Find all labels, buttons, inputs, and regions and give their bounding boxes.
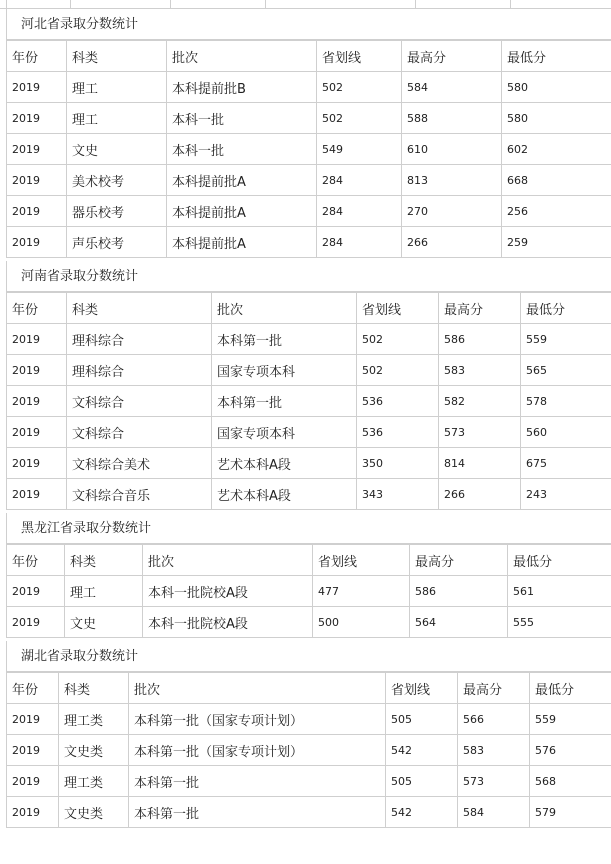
table-cell: 2019 <box>7 704 59 735</box>
table-row <box>7 607 611 638</box>
table-cell: 本科提前批B <box>167 72 317 103</box>
table-cell: 573 <box>439 417 521 448</box>
table-cell: 477 <box>313 576 410 607</box>
column-header: 年份 <box>7 545 65 576</box>
table-cell: 580 <box>502 103 611 134</box>
table-header-row <box>7 673 611 704</box>
table-cell: 502 <box>357 324 439 355</box>
table-row <box>7 386 611 417</box>
table-cell: 艺术本科A段 <box>212 448 357 479</box>
column-header: 省划线 <box>317 41 402 72</box>
table-row <box>7 735 611 766</box>
section-title: 河北省录取分数统计 <box>6 9 611 40</box>
table-cell: 2019 <box>7 355 67 386</box>
table-cell: 582 <box>439 386 521 417</box>
section-title: 河南省录取分数统计 <box>6 261 611 292</box>
table-cell: 602 <box>502 134 611 165</box>
column-header: 科类 <box>65 545 143 576</box>
table-cell: 本科一批 <box>167 103 317 134</box>
table-cell: 文科综合 <box>67 386 212 417</box>
table-cell: 文科综合音乐 <box>67 479 212 510</box>
table-row <box>7 165 611 196</box>
table-cell: 本科一批院校A段 <box>143 576 313 607</box>
table-cell: 565 <box>521 355 611 386</box>
table-cell: 2019 <box>7 386 67 417</box>
table-row <box>7 766 611 797</box>
table-row <box>7 72 611 103</box>
section-2 <box>6 261 611 510</box>
table-cell: 2019 <box>7 479 67 510</box>
column-header: 省划线 <box>313 545 410 576</box>
table-cell: 586 <box>439 324 521 355</box>
table-cell: 2019 <box>7 134 67 165</box>
table-cell: 理科综合 <box>67 355 212 386</box>
table-cell: 2019 <box>7 72 67 103</box>
table-cell: 本科第一批（国家专项计划） <box>129 704 386 735</box>
table-cell: 580 <box>502 72 611 103</box>
table-cell: 2019 <box>7 417 67 448</box>
table-header-row <box>7 293 611 324</box>
table-cell: 675 <box>521 448 611 479</box>
column-header: 科类 <box>67 293 212 324</box>
table-row <box>7 227 611 258</box>
column-header: 年份 <box>7 673 59 704</box>
table-cell: 560 <box>521 417 611 448</box>
table-cell: 610 <box>402 134 502 165</box>
section-title: 湖北省录取分数统计 <box>6 641 611 672</box>
table-row <box>7 103 611 134</box>
score-table <box>6 292 611 510</box>
table-cell: 584 <box>402 72 502 103</box>
table-cell: 理工 <box>67 72 167 103</box>
table-cell: 536 <box>357 417 439 448</box>
table-cell: 502 <box>317 72 402 103</box>
table-cell: 2019 <box>7 797 59 828</box>
table-cell: 理工 <box>67 103 167 134</box>
column-header: 批次 <box>212 293 357 324</box>
table-cell: 2019 <box>7 227 67 258</box>
section-1 <box>6 9 611 258</box>
score-sections <box>0 9 611 828</box>
column-header: 最高分 <box>410 545 508 576</box>
table-cell: 理工类 <box>59 704 129 735</box>
table-cell: 549 <box>317 134 402 165</box>
table-cell: 国家专项本科 <box>212 417 357 448</box>
table-cell: 器乐校考 <box>67 196 167 227</box>
column-header: 批次 <box>129 673 386 704</box>
table-cell: 568 <box>530 766 611 797</box>
section-3 <box>6 513 611 638</box>
table-cell: 2019 <box>7 324 67 355</box>
table-cell: 2019 <box>7 735 59 766</box>
table-cell: 声乐校考 <box>67 227 167 258</box>
table-cell: 583 <box>439 355 521 386</box>
table-cell: 505 <box>386 766 458 797</box>
column-header: 最低分 <box>530 673 611 704</box>
table-cell: 本科提前批A <box>167 227 317 258</box>
score-table <box>6 40 611 258</box>
table-cell: 本科第一批 <box>129 797 386 828</box>
table-cell: 256 <box>502 196 611 227</box>
table-cell: 2019 <box>7 103 67 134</box>
table-cell: 理工类 <box>59 766 129 797</box>
table-cell: 理科综合 <box>67 324 212 355</box>
table-cell: 2019 <box>7 448 67 479</box>
table-row <box>7 324 611 355</box>
table-cell: 586 <box>410 576 508 607</box>
table-cell: 579 <box>530 797 611 828</box>
table-cell: 564 <box>410 607 508 638</box>
table-cell: 国家专项本科 <box>212 355 357 386</box>
table-row <box>7 417 611 448</box>
table-row <box>7 479 611 510</box>
table-cell: 814 <box>439 448 521 479</box>
column-header: 最低分 <box>521 293 611 324</box>
table-cell: 284 <box>317 165 402 196</box>
table-cell: 343 <box>357 479 439 510</box>
table-header-row <box>7 545 611 576</box>
section-4 <box>6 641 611 828</box>
table-row <box>7 134 611 165</box>
table-cell: 2019 <box>7 165 67 196</box>
table-row <box>7 797 611 828</box>
table-cell: 艺术本科A段 <box>212 479 357 510</box>
table-cell: 559 <box>521 324 611 355</box>
table-cell: 284 <box>317 227 402 258</box>
column-header: 最低分 <box>502 41 611 72</box>
table-header-row <box>7 41 611 72</box>
column-header: 批次 <box>143 545 313 576</box>
table-cell: 502 <box>357 355 439 386</box>
table-cell: 本科第一批 <box>212 324 357 355</box>
table-cell: 505 <box>386 704 458 735</box>
table-row <box>7 704 611 735</box>
column-header: 最低分 <box>508 545 611 576</box>
table-cell: 583 <box>458 735 530 766</box>
table-row <box>7 196 611 227</box>
table-cell: 270 <box>402 196 502 227</box>
column-header: 最高分 <box>402 41 502 72</box>
table-cell: 2019 <box>7 766 59 797</box>
table-cell: 美术校考 <box>67 165 167 196</box>
table-cell: 588 <box>402 103 502 134</box>
table-cell: 266 <box>439 479 521 510</box>
score-table <box>6 672 611 828</box>
table-cell: 文史类 <box>59 797 129 828</box>
column-header: 批次 <box>167 41 317 72</box>
table-row <box>7 448 611 479</box>
table-cell: 266 <box>402 227 502 258</box>
column-header: 年份 <box>7 293 67 324</box>
table-cell: 555 <box>508 607 611 638</box>
table-cell: 668 <box>502 165 611 196</box>
table-cell: 259 <box>502 227 611 258</box>
table-cell: 576 <box>530 735 611 766</box>
table-cell: 文史 <box>67 134 167 165</box>
table-row <box>7 355 611 386</box>
column-header: 省划线 <box>386 673 458 704</box>
table-cell: 813 <box>402 165 502 196</box>
table-cell: 2019 <box>7 196 67 227</box>
table-cell: 2019 <box>7 607 65 638</box>
table-cell: 文史类 <box>59 735 129 766</box>
table-cell: 584 <box>458 797 530 828</box>
table-cell: 文科综合美术 <box>67 448 212 479</box>
table-cell: 578 <box>521 386 611 417</box>
table-cell: 本科提前批A <box>167 196 317 227</box>
table-cell: 本科第一批 <box>129 766 386 797</box>
table-cell: 561 <box>508 576 611 607</box>
column-header: 科类 <box>59 673 129 704</box>
top-strip <box>0 0 611 9</box>
table-cell: 本科一批 <box>167 134 317 165</box>
column-header: 最高分 <box>458 673 530 704</box>
table-cell: 243 <box>521 479 611 510</box>
table-cell: 536 <box>357 386 439 417</box>
score-table <box>6 544 611 638</box>
table-cell: 本科第一批（国家专项计划） <box>129 735 386 766</box>
table-cell: 350 <box>357 448 439 479</box>
table-cell: 500 <box>313 607 410 638</box>
section-title: 黑龙江省录取分数统计 <box>6 513 611 544</box>
table-row <box>7 576 611 607</box>
table-cell: 2019 <box>7 576 65 607</box>
column-header: 科类 <box>67 41 167 72</box>
table-cell: 559 <box>530 704 611 735</box>
table-cell: 文科综合 <box>67 417 212 448</box>
table-cell: 573 <box>458 766 530 797</box>
table-cell: 理工 <box>65 576 143 607</box>
column-header: 最高分 <box>439 293 521 324</box>
table-cell: 284 <box>317 196 402 227</box>
table-cell: 566 <box>458 704 530 735</box>
table-cell: 542 <box>386 735 458 766</box>
column-header: 年份 <box>7 41 67 72</box>
column-header: 省划线 <box>357 293 439 324</box>
table-cell: 542 <box>386 797 458 828</box>
table-cell: 本科第一批 <box>212 386 357 417</box>
table-cell: 文史 <box>65 607 143 638</box>
table-cell: 502 <box>317 103 402 134</box>
table-cell: 本科提前批A <box>167 165 317 196</box>
table-cell: 本科一批院校A段 <box>143 607 313 638</box>
